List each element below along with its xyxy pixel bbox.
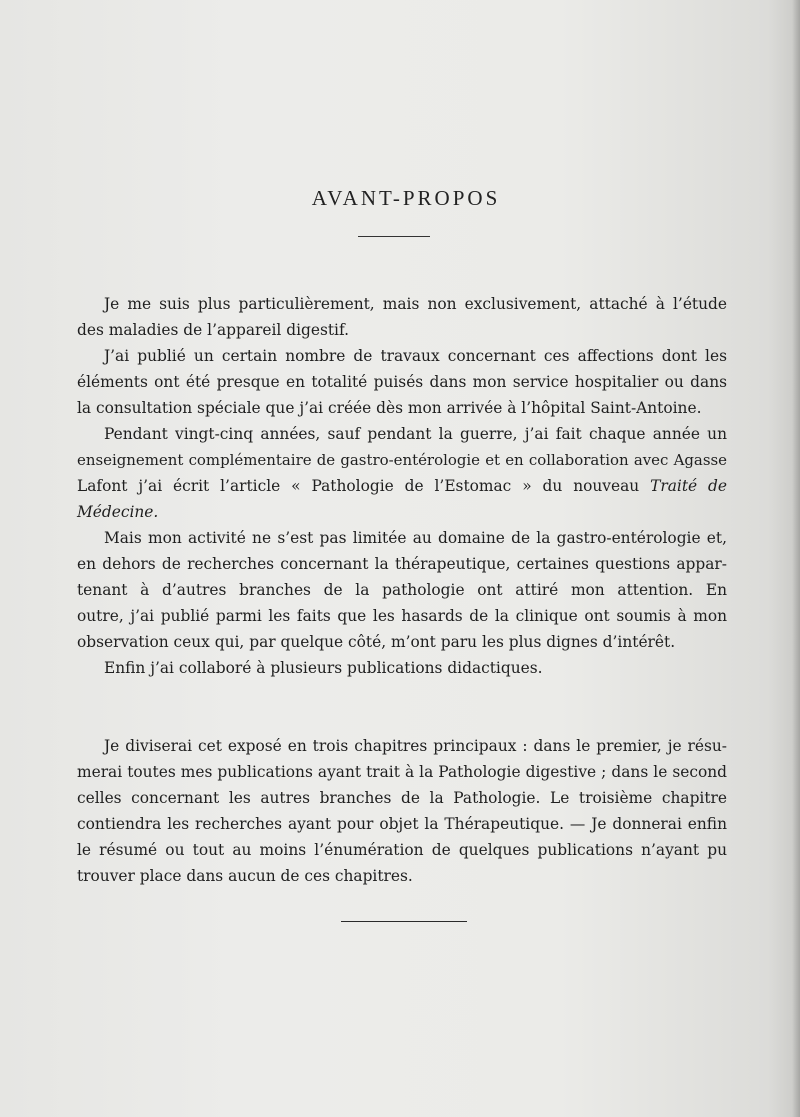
page-edge-shadow — [792, 0, 800, 1117]
text-line: celles concernant les autres branches de la Pathologie. Le troisième chapitre — [77, 789, 727, 807]
text-line: le résumé ou tout au moins l’énumération de quelques publications n’ayant pu — [77, 841, 727, 859]
text-line: J’ai publié un certain nombre de travaux concernant ces affections dont les — [104, 347, 727, 365]
text-line: Je me suis plus particulièrement, mais non exclusivement, attaché à l’étude — [104, 295, 727, 313]
title-underline-rule — [358, 236, 430, 237]
text-line: Mais mon activité ne s’est pas limitée au domaine de la gastro-entérologie et, — [104, 529, 727, 547]
closing-rule — [341, 921, 467, 922]
text-line: éléments ont été presque en totalité puisés dans mon service hospitalier ou dans — [77, 373, 727, 391]
italic-title-segment: Médecine. — [77, 503, 159, 521]
text-line: contiendra les recherches ayant pour objet la Thérapeutique. — Je donnerai enfin — [77, 815, 727, 833]
text-line: en dehors de recherches concernant la thérapeutique, certaines questions appar- — [77, 555, 727, 573]
text-line: la consultation spéciale que j’ai créée dès mon arrivée à l’hôpital Saint-Antoine. — [77, 399, 702, 417]
text-line: outre, j’ai publié parmi les faits que les hasards de la clinique ont soumis à mon — [77, 607, 727, 625]
text-segment: Lafont j’ai écrit l’article « Pathologie de l’Estomac » du nouveau — [77, 477, 640, 495]
text-line: trouver place dans aucun de ces chapitres. — [77, 867, 413, 885]
text-line: enseignement complémentaire de gastro-entérologie et en collaboration avec Agasse — [77, 451, 727, 469]
text-line: Je diviserai cet exposé en trois chapitres principaux : dans le premier, je résu- — [104, 737, 727, 755]
text-line — [77, 499, 727, 525]
section-gap — [77, 707, 727, 733]
section-gap — [77, 681, 727, 707]
text-line: observation ceux qui, par quelque côté, m’ont paru les plus dignes d’intérêt. — [77, 633, 676, 651]
italic-title-segment: Traité de — [650, 477, 727, 495]
text-line-with-italic — [77, 473, 727, 499]
text-line: Pendant vingt-cinq années, sauf pendant la guerre, j’ai fait chaque année un — [104, 425, 727, 443]
page-body — [77, 291, 727, 889]
page-title: AVANT-PROPOS — [311, 186, 501, 210]
text-line: des maladies de l’appareil digestif. — [77, 321, 349, 339]
text-line: merai toutes mes publications ayant trait à la Pathologie digestive ; dans le second — [77, 763, 727, 781]
text-line: tenant à d’autres branches de la pathologie ont attiré mon attention. En — [77, 581, 727, 599]
text-line: Enfin j’ai collaboré à plusieurs publications didactiques. — [104, 659, 543, 677]
